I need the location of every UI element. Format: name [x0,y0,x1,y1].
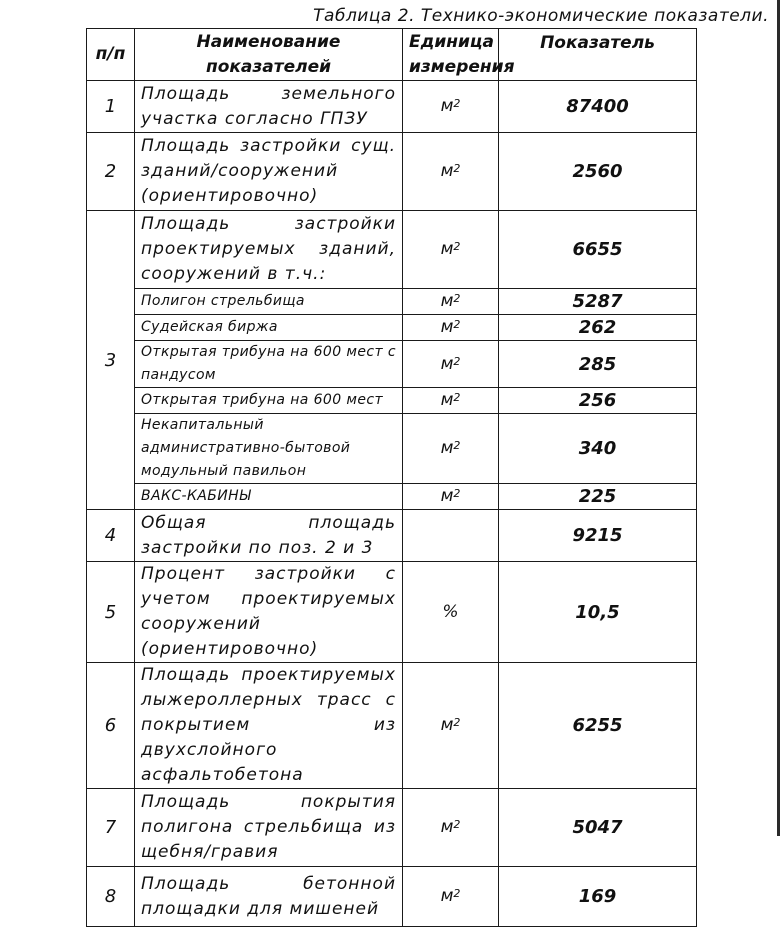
table-subrow [87,315,697,341]
table-row [87,510,697,562]
row-name: Площадь застройки сущ. зданий/сооружений (ориентировочно) [135,133,403,211]
row-value: 87400 [499,81,697,133]
row-value: 6255 [499,663,697,789]
indicators-table [86,28,697,927]
row-unit: $м^2$ [403,341,499,388]
row-value: 5047 [499,789,697,867]
row-value: 340 [499,414,697,484]
row-name: Площадь земельного участка согласно ГПЗУ [135,81,403,133]
row-value: 256 [499,388,697,414]
row-name: Площадь застройки проектируемых зданий, сооружений в т.ч.: [135,211,403,289]
row-value: 225 [499,484,697,510]
subrow-name: Полигон стрельбища [135,289,403,315]
subrow-name: Некапитальный административно-бытовой модульный павильон [135,414,403,484]
row-unit: $м^2$ [403,133,499,211]
table-subrow [87,388,697,414]
row-name: Площадь бетонной площадки для мишеней [135,867,403,927]
subrow-name: Судейская биржа [135,315,403,341]
subrow-name: Открытая трибуна на 600 мест с пандусом [135,341,403,388]
row-value: 2560 [499,133,697,211]
table-subrow [87,341,697,388]
row-unit: $м^2$ [403,315,499,341]
row-value: 5287 [499,289,697,315]
table-subrow [87,484,697,510]
row-unit: $м^2$ [403,484,499,510]
row-name: Площадь покрытия полигона стрельбища из щебня/гравия [135,789,403,867]
header-value: Показатель [499,29,697,81]
row-number: 2 [87,133,135,211]
row-unit: % [403,562,499,663]
table-caption: Таблица 2. Технико-экономические показатели. [313,6,769,26]
row-unit: $м^2$ [403,663,499,789]
subrow-name: Открытая трибуна на 600 мест [135,388,403,414]
row-name: Процент застройки с учетом проектируемых сооружений (ориентировочно) [135,562,403,663]
header-name: Наименование показателей [135,29,403,81]
row-value: 9215 [499,510,697,562]
table-row [87,211,697,289]
row-unit [403,510,499,562]
table-subrow [87,289,697,315]
header-unit-line2: измерения [409,56,515,77]
header-unit [403,29,515,81]
table-row [87,867,697,927]
table-row [87,562,697,663]
row-number: 1 [87,81,135,133]
table-row [87,133,697,211]
row-unit: $м^2$ [403,81,499,133]
row-unit: $м^2$ [403,211,499,289]
header-num: п/п [87,29,135,81]
table-row [87,789,697,867]
row-unit: $м^2$ [403,789,499,867]
table-row [87,81,697,133]
table-row [87,663,697,789]
row-name: Площадь проектируемых лыжероллерных трасс с покрытием из двухслойного асфальтобетона [135,663,403,789]
row-value: 169 [499,867,697,927]
row-number: 6 [87,663,135,789]
row-unit: $м^2$ [403,289,499,315]
table-subrow [87,414,697,484]
table-header-row [87,29,697,81]
row-number: 5 [87,562,135,663]
row-unit: $м^2$ [403,414,499,484]
row-number: 3 [87,211,135,510]
row-number: 8 [87,867,135,927]
row-number: 7 [87,789,135,867]
row-value: 285 [499,341,697,388]
row-number: 4 [87,510,135,562]
subrow-name: ВАКС-КАБИНЫ [135,484,403,510]
header-unit-line1: Единица [409,31,494,52]
row-unit: $м^2$ [403,388,499,414]
row-value: 262 [499,315,697,341]
row-value: 10,5 [499,562,697,663]
row-value: 6655 [499,211,697,289]
row-unit: $м^2$ [403,867,499,927]
row-name: Общая площадь застройки по поз. 2 и 3 [135,510,403,562]
